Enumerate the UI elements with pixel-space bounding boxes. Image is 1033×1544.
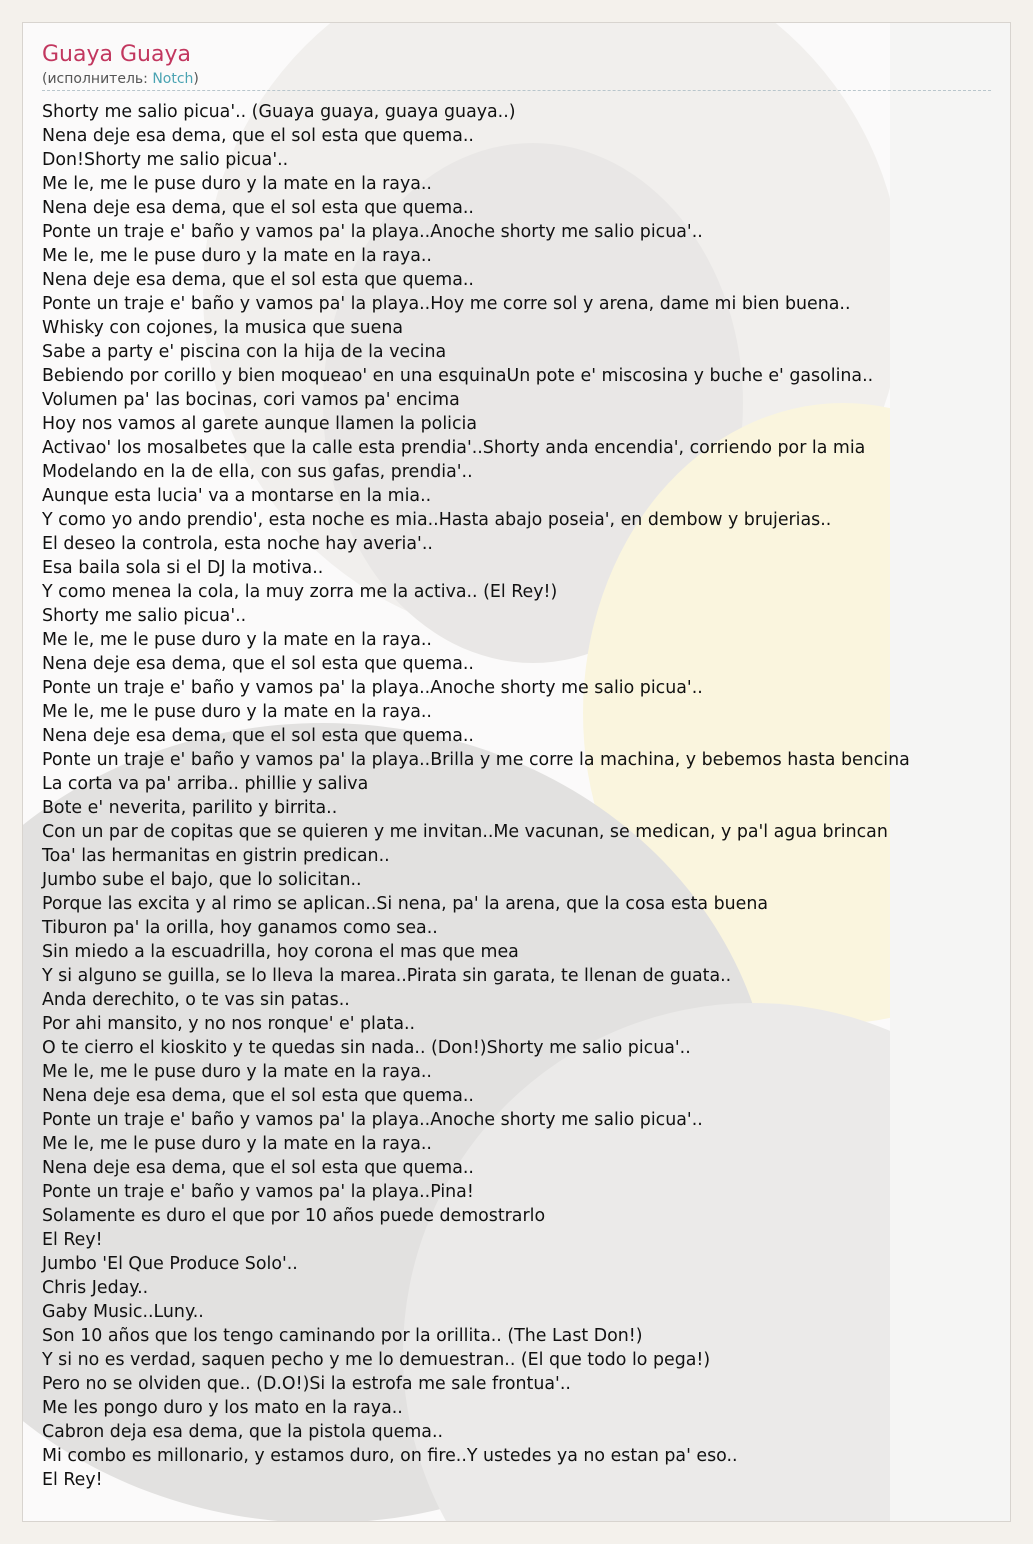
lyric-line: Activao' los mosalbetes que la calle esta prendia'..Shorty anda encendia', corriendo por la mia (42, 438, 866, 458)
lyric-line: Jumbo sube el bajo, que lo solicitan.. (42, 870, 362, 890)
lyric-line: Chris Jeday.. (42, 1278, 149, 1298)
lyric-line: Me le, me le puse duro y la mate en la raya.. (42, 702, 432, 722)
lyric-line: Con un par de copitas que se quieren y me invitan..Me vacunan, se medican, y pa'l agua brincan (42, 822, 888, 842)
lyric-line: Nena deje esa dema, que el sol esta que quema.. (42, 1158, 474, 1178)
lyric-line: Me les pongo duro y los mato en la raya.. (42, 1398, 403, 1418)
lyric-line: Ponte un traje e' baño y vamos pa' la playa..Anoche shorty me salio picua'.. (42, 1110, 703, 1130)
lyric-line: Me le, me le puse duro y la mate en la raya.. (42, 1134, 432, 1154)
lyric-line: Whisky con cojones, la musica que suena (42, 318, 404, 338)
lyric-line: Don!Shorty me salio picua'.. (42, 150, 289, 170)
lyric-line: Anda derechito, o te vas sin patas.. (42, 990, 350, 1010)
lyric-line: Nena deje esa dema, que el sol esta que quema.. (42, 270, 474, 290)
lyric-line: Gaby Music..Luny.. (42, 1302, 204, 1322)
lyric-line: Cabron deja esa dema, que la pistola quema.. (42, 1422, 444, 1442)
lyric-line: Ponte un traje e' baño y vamos pa' la playa..Hoy me corre sol y arena, dame mi bien buena.. (42, 294, 851, 314)
lyric-line: Y como menea la cola, la muy zorra me la activa.. (El Rey!) (42, 582, 558, 602)
lyric-line: Tiburon pa' la orilla, hoy ganamos como sea.. (42, 918, 438, 938)
lyrics-text (42, 100, 991, 1492)
lyric-line: Solamente es duro el que por 10 años puede demostrarlo (42, 1206, 546, 1226)
lyric-line: Modelando en la de ella, con sus gafas, prendia'.. (42, 462, 473, 482)
lyric-line: El Rey! (42, 1230, 103, 1250)
lyric-line: Son 10 años que los tengo caminando por la orillita.. (The Last Don!) (42, 1326, 643, 1346)
lyric-line: Nena deje esa dema, que el sol esta que quema.. (42, 654, 474, 674)
lyric-line: Jumbo 'El Que Produce Solo'.. (42, 1254, 298, 1274)
lyric-line: El Rey! (42, 1470, 103, 1490)
lyric-line: Nena deje esa dema, que el sol esta que quema.. (42, 726, 474, 746)
lyric-line: Pero no se olviden que.. (D.O!)Si la estrofa me sale frontua'.. (42, 1374, 571, 1394)
lyric-line: Nena deje esa dema, que el sol esta que quema.. (42, 198, 474, 218)
lyric-line: Por ahi mansito, y no nos ronque' e' plata.. (42, 1014, 416, 1034)
lyric-line: Y si no es verdad, saquen pecho y me lo demuestran.. (El que todo lo pega!) (42, 1350, 711, 1370)
lyric-line: Hoy nos vamos al garete aunque llamen la policia (42, 414, 478, 434)
lyric-line: Ponte un traje e' baño y vamos pa' la playa..Brilla y me corre la machina, y bebemos hasta bencina (42, 750, 910, 770)
lyric-line: Volumen pa' las bocinas, cori vamos pa' encima (42, 390, 460, 410)
artist-prefix: (исполнитель: (42, 71, 153, 87)
lyric-line: Sabe a party e' piscina con la hija de la vecina (42, 342, 447, 362)
lyrics-card (22, 22, 1011, 1522)
lyric-line: Bote e' neverita, parilito y birrita.. (42, 798, 338, 818)
lyric-line: Shorty me salio picua'.. (Guaya guaya, guaya guaya..) (42, 102, 516, 122)
lyric-line: Y como yo ando prendio', esta noche es mia..Hasta abajo poseia', en dembow y brujerias.. (42, 510, 832, 530)
lyric-line: Me le, me le puse duro y la mate en la raya.. (42, 1062, 432, 1082)
lyric-line: Me le, me le puse duro y la mate en la raya.. (42, 630, 432, 650)
lyric-line: Me le, me le puse duro y la mate en la raya.. (42, 246, 432, 266)
lyric-line: Nena deje esa dema, que el sol esta que quema.. (42, 1086, 474, 1106)
lyric-line: Me le, me le puse duro y la mate en la raya.. (42, 174, 432, 194)
lyric-line: Nena deje esa dema, que el sol esta que quema.. (42, 126, 474, 146)
lyric-line: O te cierro el kioskito y te quedas sin nada.. (Don!)Shorty me salio picua'.. (42, 1038, 691, 1058)
song-title: Guaya Guaya (42, 42, 191, 67)
lyric-line: Ponte un traje e' baño y vamos pa' la playa..Anoche shorty me salio picua'.. (42, 678, 703, 698)
lyric-line: Porque las excita y al rimo se aplican..Si nena, pa' la arena, que la cosa esta buena (42, 894, 769, 914)
lyric-line: Sin miedo a la escuadrilla, hoy corona el mas que mea (42, 942, 519, 962)
lyric-line: Y si alguno se guilla, se lo lleva la marea..Pirata sin garata, te llenan de guata.. (42, 966, 732, 986)
lyric-line: Shorty me salio picua'.. (42, 606, 247, 626)
lyric-line: Mi combo es millonario, y estamos duro, on fire..Y ustedes ya no estan pa' eso.. (42, 1446, 738, 1466)
lyric-line: Bebiendo por corillo y bien moqueao' en una esquinaUn pote e' miscosina y buche e' gasolina.. (42, 366, 874, 386)
song-content (42, 40, 991, 1492)
lyric-line: La corta va pa' arriba.. phillie y saliva (42, 774, 369, 794)
lyric-line: Ponte un traje e' baño y vamos pa' la playa..Pina! (42, 1182, 474, 1202)
lyric-line: Esa baila sola si el DJ la motiva.. (42, 558, 324, 578)
lyric-line: Ponte un traje e' baño y vamos pa' la playa..Anoche shorty me salio picua'.. (42, 222, 703, 242)
artist-line (42, 70, 991, 91)
lyric-line: Aunque esta lucia' va a montarse en la mia.. (42, 486, 432, 506)
artist-suffix: ) (193, 71, 199, 87)
lyric-line: El deseo la controla, esta noche hay averia'.. (42, 534, 433, 554)
artist-link[interactable]: Notch (152, 71, 194, 87)
lyric-line: Toa' las hermanitas en gistrin predican.. (42, 846, 390, 866)
